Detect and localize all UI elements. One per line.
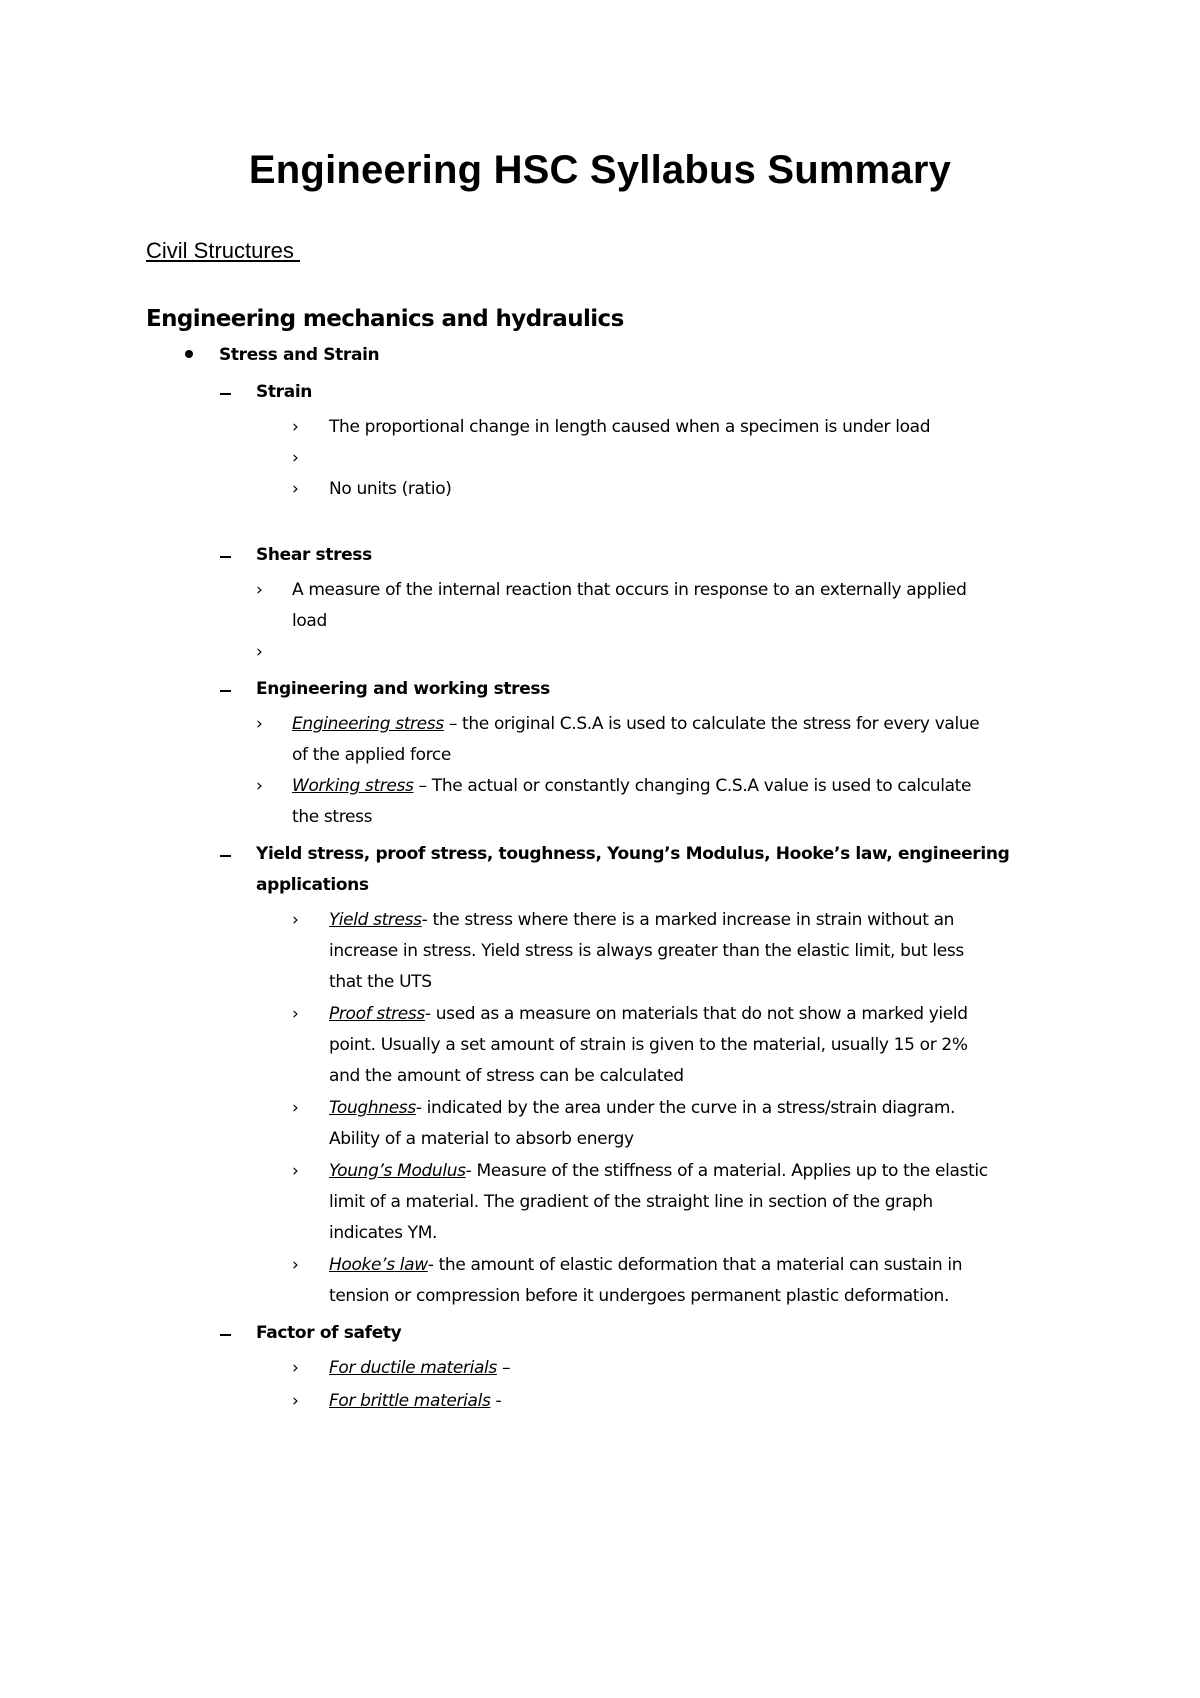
proof-stress-line2: point. Usually a set amount of strain is given to the material, usually 15 or 2% xyxy=(329,1035,968,1055)
yield-stress-line2: increase in stress. Yield stress is always greater than the elastic limit, but less xyxy=(329,941,964,961)
engineering-stress-term: Engineering stress xyxy=(292,714,444,734)
shear-definition-line1: A measure of the internal reaction that occurs in response to an externally applied xyxy=(292,580,967,600)
engineering-stress-line2: of the applied force xyxy=(292,745,451,765)
engineering-working-stress-label: Engineering and working stress xyxy=(256,679,550,699)
youngs-modulus-line3: indicates YM. xyxy=(329,1223,438,1243)
shear-definition-line2: load xyxy=(292,611,327,631)
dash-icon xyxy=(220,393,231,395)
youngs-modulus-term: Young’s Modulus xyxy=(329,1161,466,1181)
working-stress-line1: Working stress – The actual or constantly changing C.S.A value is used to calculate xyxy=(292,776,972,796)
dash-icon xyxy=(220,690,231,692)
strain-units: No units (ratio) xyxy=(329,479,452,499)
topic-stress-and-strain: Stress and Strain xyxy=(219,345,380,365)
proof-stress-line1: Proof stress- used as a measure on materials that do not show a marked yield xyxy=(329,1004,968,1024)
working-stress-term: Working stress xyxy=(292,776,414,796)
chevron-right-icon: › xyxy=(292,1098,299,1118)
chevron-right-icon: › xyxy=(292,1255,299,1275)
yield-group-label-line2: applications xyxy=(256,875,369,895)
chevron-right-icon: › xyxy=(292,910,299,930)
engineering-stress-line1: Engineering stress – the original C.S.A is used to calculate the stress for every value xyxy=(292,714,980,734)
chevron-right-icon: › xyxy=(256,580,263,600)
hookes-law-line1: Hooke’s law- the amount of elastic deformation that a material can sustain in xyxy=(329,1255,963,1275)
chevron-right-icon: › xyxy=(292,1004,299,1024)
yield-group-label-line1: Yield stress, proof stress, toughness, Young’s Modulus, Hooke’s law, engineering xyxy=(256,844,1010,864)
toughness-line1: Toughness- indicated by the area under the curve in a stress/strain diagram. xyxy=(329,1098,956,1118)
strain-label: Strain xyxy=(256,382,313,402)
toughness-line2: Ability of a material to absorb energy xyxy=(329,1129,634,1149)
hookes-law-line2: tension or compression before it undergoes permanent plastic deformation. xyxy=(329,1286,949,1306)
bullet-dot-icon xyxy=(185,350,193,358)
strain-definition: The proportional change in length caused when a specimen is under load xyxy=(329,417,931,437)
chevron-right-icon: › xyxy=(292,448,299,468)
factor-of-safety-label: Factor of safety xyxy=(256,1323,402,1343)
dash-icon xyxy=(220,556,231,558)
yield-stress-line3: that the UTS xyxy=(329,972,432,992)
brittle-materials-item: For brittle materials - xyxy=(329,1391,502,1411)
ductile-materials-item: For ductile materials – xyxy=(329,1358,511,1378)
brittle-materials-term: For brittle materials xyxy=(329,1391,491,1411)
ductile-materials-term: For ductile materials xyxy=(329,1358,497,1378)
page-title: Engineering HSC Syllabus Summary xyxy=(248,148,952,192)
youngs-modulus-line1: Young’s Modulus- Measure of the stiffness of a material. Applies up to the elastic xyxy=(329,1161,988,1181)
shear-stress-label: Shear stress xyxy=(256,545,372,565)
section-heading-civil-structures: Civil Structures xyxy=(146,238,301,263)
chevron-right-icon: › xyxy=(292,1358,299,1378)
proof-stress-term: Proof stress xyxy=(329,1004,425,1024)
dash-icon xyxy=(220,1334,231,1336)
dash-icon xyxy=(220,855,231,857)
chevron-right-icon: › xyxy=(256,776,263,796)
toughness-term: Toughness xyxy=(329,1098,416,1118)
youngs-modulus-line2: limit of a material. The gradient of the straight line in section of the graph xyxy=(329,1192,933,1212)
yield-stress-term: Yield stress xyxy=(329,910,422,930)
chevron-right-icon: › xyxy=(292,1391,299,1411)
chevron-right-icon: › xyxy=(256,714,263,734)
hookes-law-term: Hooke’s law xyxy=(329,1255,428,1275)
yield-stress-line1: Yield stress- the stress where there is a marked increase in strain without an xyxy=(329,910,955,930)
chevron-right-icon: › xyxy=(292,479,299,499)
proof-stress-line3: and the amount of stress can be calculated xyxy=(329,1066,684,1086)
chevron-right-icon: › xyxy=(292,417,299,437)
chevron-right-icon: › xyxy=(256,642,263,662)
chevron-right-icon: › xyxy=(292,1161,299,1181)
subsection-heading: Engineering mechanics and hydraulics xyxy=(146,306,624,332)
working-stress-line2: the stress xyxy=(292,807,373,827)
